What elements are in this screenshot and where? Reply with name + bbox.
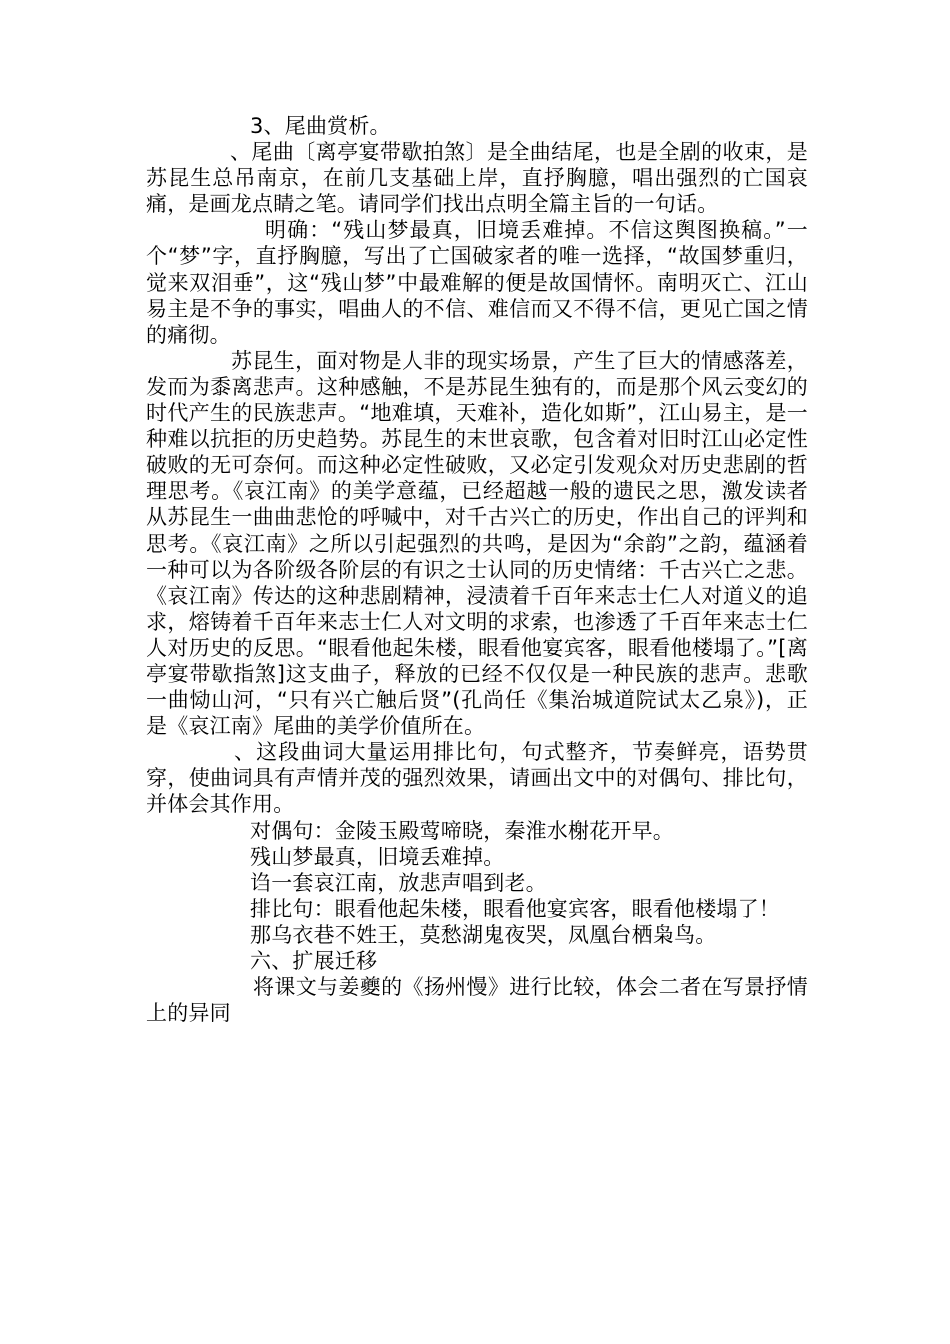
example-line: 对偶句：金陵玉殿莺啼晓，秦淮水榭花开早。	[250, 818, 674, 843]
question-paragraph-2: 、这段曲词大量运用排比句，句式整齐，节奏鲜亮，语势贯穿，使曲词具有声情并茂的强烈效果，请画出文中的对偶句、排比句，并体会其作用。	[146, 740, 808, 817]
answer-paragraph: 明确：“残山梦最真，旧境丢难掉。不信这舆图换稿。”一个“梦”字，直抒胸臆，写出了亡国破家者的唯一选择，“故国梦重归，觉来双泪垂”，这“残山梦”中最难解的便是故国情怀。南明灭亡、江山易主是不争的事实，唱曲人的不信、难信而又不得不信，更见亡国之情的痛彻。	[146, 218, 808, 347]
task-paragraph: 将课文与姜夔的《扬州慢》进行比较，体会二者在写景抒情上的异同	[146, 975, 808, 1026]
example-line: 残山梦最真，旧境丢难掉。	[250, 844, 505, 869]
analysis-paragraph: 苏昆生，面对物是人非的现实场景，产生了巨大的情感落差，发而为黍离悲声。这种感触，不是苏昆生独有的，而是那个风云变幻的时代产生的民族悲声。“地难填，天难补，造化如斯”，江山易主，是一种难以抗拒的历史趋势。苏昆生的末世哀歌，包含着对旧时江山必定性破败的无可奈何。而这种必定性破败，又必定引发观众对历史悲剧的哲理思考。《哀江南》的美学意蕴，已经超越一般的遗民之思，激发读者从苏昆生一曲曲悲怆的呼喊中，对千古兴亡的历史，作出自己的评判和思考。《哀江南》之所以引起强烈的共鸣，是因为“余韵”之韵，蕴涵着一种可以为各阶级各阶层的有识之士认同的历史情绪：千古兴亡之悲。《哀江南》传达的这种悲剧精神，浸渍着千百年来志士仁人对道义的追求，熔铸着千百年来志士仁人对文明的求索，也渗透了千百年来志士仁人对历史的反思。“眼看他起朱楼，眼看他宴宾客，眼看他楼塌了。”[离亭宴带歇指煞]这支曲子，释放的已经不仅仅是一种民族的悲声。悲歌一曲恸山河，“只有兴亡触后贤”(孔尚任《集治城道院试太乙泉》)，正是《哀江南》尾曲的美学价值所在。	[146, 348, 808, 739]
document-body	[146, 113, 808, 1026]
section-heading: 3、尾曲赏析。	[250, 114, 391, 138]
section-heading-6: 六、扩展迁移	[250, 949, 378, 973]
example-line: 那乌衣巷不姓王，莫愁湖鬼夜哭，凤凰台栖枭鸟。	[250, 922, 717, 947]
example-line: 排比句：眼看他起朱楼，眼看他宴宾客，眼看他楼塌了！	[250, 896, 780, 921]
question-paragraph: 、尾曲〔离亭宴带歇拍煞〕是全曲结尾，也是全剧的收束，是苏昆生总吊南京，在前几支基础上岸，直抒胸臆，唱出强烈的亡国哀痛，是画龙点睛之笔。请同学们找出点明全篇主旨的一句话。	[146, 140, 808, 217]
example-line: 诌一套哀江南，放悲声唱到老。	[250, 870, 547, 895]
